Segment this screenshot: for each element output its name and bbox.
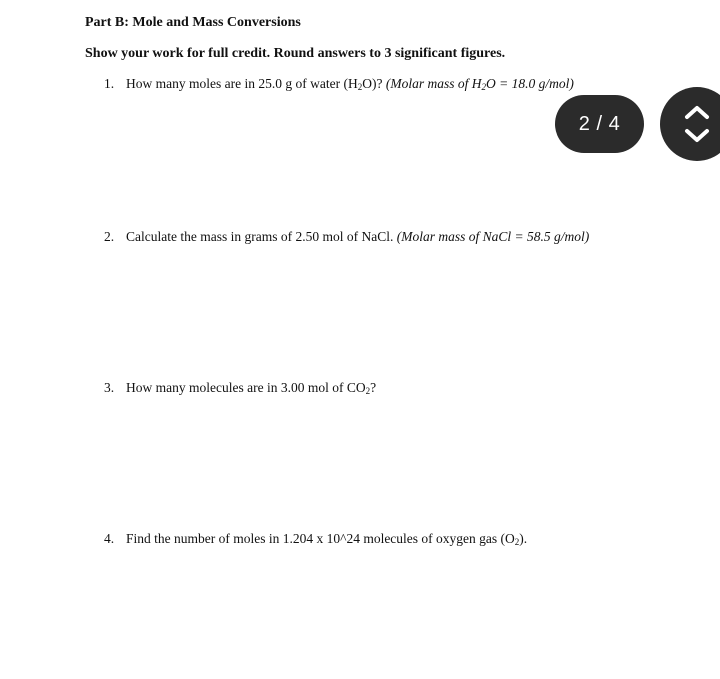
question-1 <box>104 76 574 92</box>
chevron-up-icon[interactable] <box>687 108 707 117</box>
question-2 <box>104 229 589 245</box>
question-hint: (Molar mass of NaCl = 58.5 g/mol) <box>396 229 590 244</box>
question-number: 1. <box>104 76 115 91</box>
question-number: 3. <box>104 380 115 395</box>
question-text: ? <box>370 380 377 395</box>
question-4 <box>104 531 527 547</box>
part-title: Part B: Mole and Mass Conversions <box>85 15 301 30</box>
page-nav-control[interactable] <box>660 87 720 161</box>
question-text: How many molecules are in 3.00 mol of CO <box>126 380 366 395</box>
question-hint <box>386 76 574 91</box>
hint-text: O = 18.0 g/mol) <box>485 76 574 91</box>
question-text: ). <box>519 531 528 546</box>
question-3 <box>104 380 376 396</box>
question-text: O)? <box>362 76 386 91</box>
question-text: How many moles are in 25.0 g of water (H <box>126 76 358 91</box>
instructions: Show your work for full credit. Round answers to 3 significant figures. <box>85 46 506 61</box>
page-counter: 2 / 4 <box>555 95 644 153</box>
page-nav-chevrons <box>660 87 720 161</box>
question-text: Find the number of moles in 1.204 x 10^24 molecules of oxygen gas (O <box>126 531 515 546</box>
subscript: 2 <box>481 82 486 92</box>
subscript: 2 <box>357 82 363 92</box>
subscript: 2 <box>365 386 371 396</box>
hint-text: (Molar mass of H <box>385 76 482 91</box>
question-number: 4. <box>104 531 115 546</box>
chevron-down-icon[interactable] <box>687 131 707 140</box>
question-text: Calculate the mass in grams of 2.50 mol of NaCl. <box>126 229 397 244</box>
subscript: 2 <box>514 537 520 547</box>
question-number: 2. <box>104 229 115 244</box>
